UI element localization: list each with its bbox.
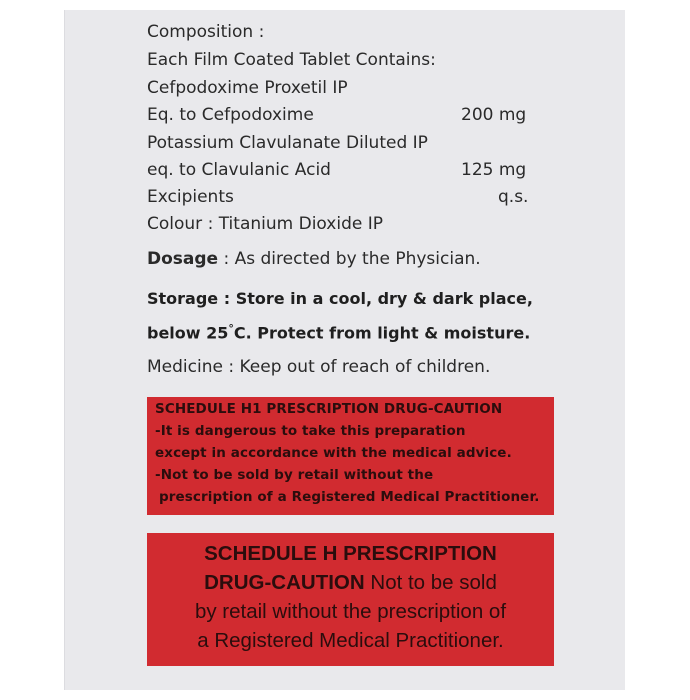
schedule-h1-line: -Not to be sold by retail without the: [155, 467, 434, 483]
composition-value: 125 mg: [461, 160, 527, 180]
schedule-h-caution: DRUG-CAUTION: [204, 571, 365, 594]
composition-value: q.s.: [498, 187, 529, 207]
storage-line: [147, 313, 530, 348]
schedule-h-box: [147, 533, 554, 666]
dosage-line: [147, 249, 481, 269]
storage-text: C. Protect from light & moisture.: [233, 323, 531, 343]
composition-line: Eq. to Cefpodoxime: [147, 105, 314, 125]
composition-value: 200 mg: [461, 105, 527, 125]
composition-line: Excipients: [147, 187, 234, 207]
composition-line: Each Film Coated Tablet Contains:: [147, 50, 436, 70]
schedule-h1-line: -It is dangerous to take this preparation: [155, 423, 466, 439]
storage-text: below 25: [147, 323, 229, 343]
schedule-h-line: a Registered Medical Practitioner.: [197, 629, 504, 652]
composition-line: Colour : Titanium Dioxide IP: [147, 214, 383, 234]
dosage-label: Dosage: [147, 249, 219, 269]
dosage-text: : As directed by the Physician.: [218, 249, 481, 269]
schedule-h1-title: SCHEDULE H1 PRESCRIPTION DRUG-CAUTION: [155, 401, 503, 417]
composition-line: Cefpodoxime Proxetil IP: [147, 78, 348, 98]
composition-line: eq. to Clavulanic Acid: [147, 160, 331, 180]
composition-line: Potassium Clavulanate Diluted IP: [147, 133, 428, 153]
schedule-h1-line: prescription of a Registered Medical Practitioner.: [159, 489, 540, 505]
schedule-h-line: [147, 571, 554, 595]
composition-heading: Composition :: [147, 22, 265, 42]
schedule-h1-box: [147, 397, 554, 515]
schedule-h-title: SCHEDULE H PRESCRIPTION: [204, 542, 497, 565]
medicine-warning: Medicine : Keep out of reach of children.: [147, 357, 491, 377]
schedule-h-line: by retail without the prescription of: [194, 600, 507, 623]
storage-line: Storage : Store in a cool, dry & dark place,: [147, 289, 533, 308]
schedule-h-text: Not to be sold: [364, 571, 497, 594]
degree-symbol: °: [228, 322, 234, 335]
schedule-h1-line: except in accordance with the medical advice.: [155, 445, 512, 461]
